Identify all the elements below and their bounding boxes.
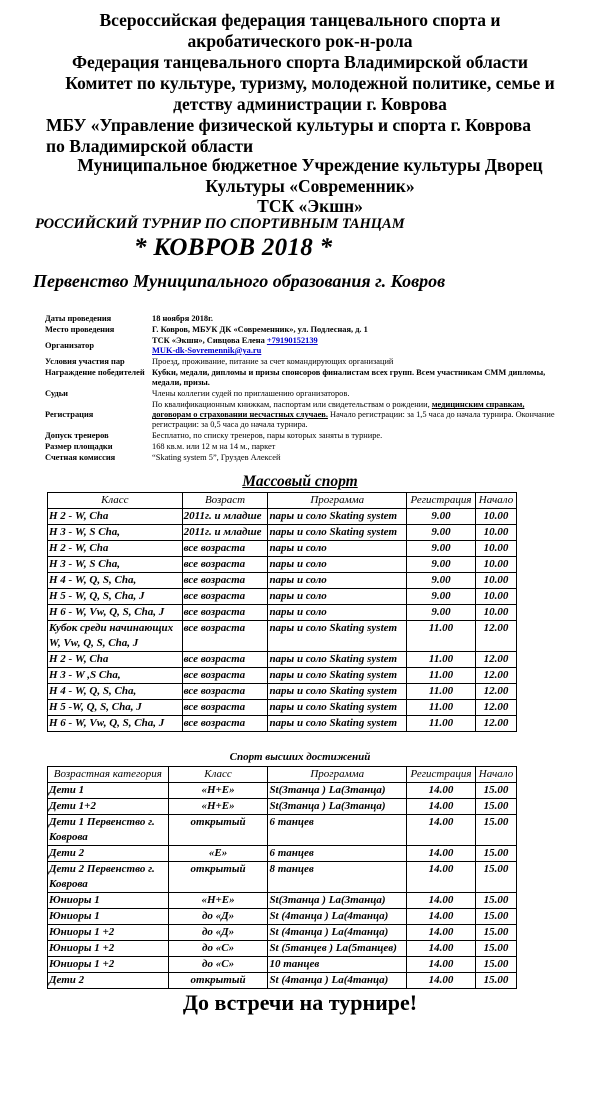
info-value: Бесплатно, по списку тренеров, пары которых заняты в турнире. [152, 431, 383, 440]
info-value: 18 ноября 2018г. [152, 314, 214, 323]
header-line-9: Культуры «Современник» [205, 176, 415, 196]
table-cell: открытый [168, 973, 268, 989]
info-table [45, 314, 555, 464]
table-cell: пары и соло [268, 541, 407, 557]
info-row-date [45, 314, 555, 325]
table-cell: 6 танцев [268, 846, 407, 862]
table-cell: 14.00 [407, 973, 476, 989]
table-cell: 15.00 [476, 973, 517, 989]
table-cell: открытый [168, 862, 268, 893]
table-cell: все возраста [182, 605, 268, 621]
table-cell: пары и соло [268, 557, 407, 573]
table-cell: Н 3 - W, S Cha, [48, 557, 183, 573]
tournament-name: * КОВРОВ 2018 * [134, 234, 333, 261]
high-sport-table [47, 766, 517, 989]
table-cell: пары и соло Skating system [268, 621, 407, 652]
table-cell: Н 3 - W, S Cha, [48, 525, 183, 541]
table-cell: все возраста [182, 589, 268, 605]
table-cell: Н 2 - W, Cha [48, 652, 183, 668]
column-header: Класс [48, 493, 183, 509]
header-line-8: Муниципальное бюджетное Учреждение культуры Дворец [77, 155, 543, 175]
table-cell: Н 2 - W, Cha [48, 509, 183, 525]
table-cell: 15.00 [476, 815, 517, 846]
info-value: 168 кв.м. или 12 м на 14 м., паркет [152, 442, 276, 451]
table-cell: до «С» [168, 941, 268, 957]
table-cell: St(3танца ) La(3танца) [268, 783, 407, 799]
table-cell: «Е» [168, 846, 268, 862]
table-cell: все возраста [182, 700, 268, 716]
table-row [48, 668, 517, 684]
header-line-2: акробатического рок-н-рола [187, 31, 413, 51]
info-label: Награждение победителей [45, 368, 145, 377]
table-cell: 14.00 [407, 799, 476, 815]
table-cell: St (4танца ) La(4танца) [268, 925, 407, 941]
header-line-1: Всероссийская федерация танцевального спорта и [99, 10, 501, 30]
tournament-title: РОССИЙСКИЙ ТУРНИР ПО СПОРТИВНЫМ ТАНЦАМ [35, 216, 405, 232]
table-cell: 14.00 [407, 815, 476, 846]
table-row [48, 509, 517, 525]
table-cell: все возраста [182, 621, 268, 652]
table-cell: Дети 2 [48, 846, 169, 862]
table-cell: 15.00 [476, 846, 517, 862]
header-line-7: по Владимирской области [46, 136, 254, 156]
info-value: Проезд, проживание, питание за счет командирующих организаций [152, 357, 394, 366]
table-cell: 9.00 [407, 589, 476, 605]
table-cell: 9.00 [407, 541, 476, 557]
table-cell: до «Д» [168, 925, 268, 941]
table-cell: 15.00 [476, 893, 517, 909]
header-line-10: ТСК «Экшн» [257, 196, 363, 216]
table-cell: 9.00 [407, 605, 476, 621]
table-cell: 14.00 [407, 783, 476, 799]
table-cell: 11.00 [407, 700, 476, 716]
table-cell: «Н+Е» [168, 783, 268, 799]
info-value: Г. Ковров, МБУК ДК «Современник», ул. Подлесная, д. 1 [152, 325, 368, 334]
table-row [48, 589, 517, 605]
table-cell: Кубок среди начинающих W, Vw, Q, S, Cha, J [48, 621, 183, 652]
info-row-organizer [45, 336, 555, 357]
table-cell: St(3танца ) La(3танца) [268, 799, 407, 815]
mass-sport-table [47, 492, 517, 732]
table-cell: Н 6 - W, Vw, Q, S, Cha, J [48, 605, 183, 621]
table-cell: 2011г. и младше [182, 525, 268, 541]
table-cell: пары и соло [268, 605, 407, 621]
table-cell: Н 4 - W, Q, S, Cha, [48, 573, 183, 589]
table-row [48, 605, 517, 621]
table-cell: 14.00 [407, 957, 476, 973]
table-cell: 10.00 [475, 525, 516, 541]
table-cell: пары и соло Skating system [268, 716, 407, 732]
info-value [152, 336, 555, 357]
info-row-floor [45, 442, 555, 453]
table-cell: 15.00 [476, 957, 517, 973]
table-cell: Дети 1 [48, 783, 169, 799]
column-header: Регистрация [407, 493, 476, 509]
table-cell: 15.00 [476, 941, 517, 957]
info-label: Размер площадки [45, 442, 113, 451]
table-row [48, 684, 517, 700]
table-cell: 11.00 [407, 684, 476, 700]
table-row [48, 973, 517, 989]
table-cell: 11.00 [407, 716, 476, 732]
table-row [48, 621, 517, 652]
column-header: Возраст [182, 493, 268, 509]
info-row-awards [45, 368, 555, 389]
table-row [48, 799, 517, 815]
table-cell: 11.00 [407, 652, 476, 668]
table-cell: Дети 2 [48, 973, 169, 989]
info-value: Члены коллегии судей по приглашению организаторов. [152, 389, 350, 398]
info-row-conditions [45, 357, 555, 368]
table-cell: Дети 1 Первенство г. Коврова [48, 815, 169, 846]
table-row [48, 525, 517, 541]
table-cell: Н 6 - W, Vw, Q, S, Cha, J [48, 716, 183, 732]
table-cell: 9.00 [407, 557, 476, 573]
table-cell: 10.00 [475, 589, 516, 605]
table-row [48, 716, 517, 732]
table-cell: 15.00 [476, 909, 517, 925]
table-row [48, 925, 517, 941]
organizer-phone-link[interactable]: +79190152139 [266, 336, 318, 345]
table-cell: Юниоры 1 [48, 909, 169, 925]
table-cell: 10.00 [475, 509, 516, 525]
column-header: Начало [476, 767, 517, 783]
closing-message: До встречи на турнире! [182, 990, 418, 1015]
table-cell: 15.00 [476, 925, 517, 941]
high-sport-title: Спорт высших достижений [229, 751, 371, 763]
table-cell: 15.00 [476, 799, 517, 815]
table-row [48, 909, 517, 925]
table-cell: 9.00 [407, 525, 476, 541]
info-label: Судьи [45, 389, 68, 398]
info-label: Место проведения [45, 325, 115, 334]
column-header: Возрастная категория [48, 767, 169, 783]
tournament-subtitle: Первенство Муниципального образования г. Ковров [33, 271, 446, 291]
table-cell: пары и соло [268, 589, 407, 605]
table-cell: «Н+Е» [168, 799, 268, 815]
table-row [48, 893, 517, 909]
table-cell: 12.00 [475, 652, 516, 668]
info-label: Допуск тренеров [45, 431, 109, 440]
info-row-judges [45, 389, 555, 400]
table-cell: 11.00 [407, 668, 476, 684]
header-line-5: детству администрации г. Коврова [173, 94, 447, 114]
info-value: “Skating system 5”, Груздев Алексей [152, 453, 281, 462]
table-cell: Н 3 - W ,S Cha, [48, 668, 183, 684]
table-cell: St (5танцев ) La(5танцев) [268, 941, 407, 957]
header-line-4: Комитет по культуре, туризму, молодежной политике, семье и [65, 73, 555, 93]
table-row [48, 846, 517, 862]
info-row-trainers [45, 431, 555, 442]
table-header-row [48, 493, 517, 509]
table-cell: все возраста [182, 652, 268, 668]
registration-docs: медицинским справкам, договорам о страховании несчастных случаев. [152, 400, 525, 419]
column-header: Программа [268, 767, 407, 783]
table-cell: Юниоры 1 +2 [48, 925, 169, 941]
info-label: Счетная комиссия [45, 453, 116, 462]
info-label: Условия участия пар [45, 357, 125, 366]
table-cell: 14.00 [407, 893, 476, 909]
table-cell: Юниоры 1 +2 [48, 941, 169, 957]
table-row [48, 783, 517, 799]
table-header-row [48, 767, 517, 783]
table-cell: Н 5 -W, Q, S, Cha, J [48, 700, 183, 716]
table-row [48, 941, 517, 957]
table-cell: пары и соло Skating system [268, 509, 407, 525]
table-cell: 9.00 [407, 573, 476, 589]
table-cell: 10.00 [475, 541, 516, 557]
info-block [45, 314, 555, 464]
table-cell: 10.00 [475, 605, 516, 621]
column-header: Программа [268, 493, 407, 509]
table-cell: 10.00 [475, 573, 516, 589]
table-cell: все возраста [182, 684, 268, 700]
table-cell: Дети 1+2 [48, 799, 169, 815]
registration-text-1: По квалификационным книжкам, паспортам или свидетельствам о рождении, [152, 400, 432, 409]
table-cell: Н 4 - W, Q, S, Cha, [48, 684, 183, 700]
info-row-place [45, 325, 555, 336]
table-cell: 9.00 [407, 509, 476, 525]
organizer-email-link[interactable]: MUK-dk-Sovremennik@ya.ru [152, 346, 262, 355]
table-cell: открытый [168, 815, 268, 846]
organizer-name: ТСК «Экшн», Сивцова Елена [152, 336, 267, 345]
registration-text-2: Начало регистрации: за 1,5 часа до начала турнира. Окончание регистрации: за 0,5 часа до начала турнира. [152, 410, 555, 429]
header-culture [40, 155, 580, 197]
table-cell: St (4танца ) La(4танца) [268, 909, 407, 925]
info-row-counting [45, 453, 555, 464]
mass-sport-title: Массовый спорт [242, 473, 358, 490]
table-cell: Н 5 - W, Q, S, Cha, J [48, 589, 183, 605]
table-cell: 12.00 [475, 700, 516, 716]
table-cell: 14.00 [407, 862, 476, 893]
table-cell: 12.00 [475, 621, 516, 652]
table-cell: 14.00 [407, 846, 476, 862]
table-cell: 8 танцев [268, 862, 407, 893]
table-body [48, 509, 517, 732]
table-row [48, 557, 517, 573]
header-federation [20, 10, 580, 52]
info-label: Даты проведения [45, 314, 112, 323]
table-cell: Дети 2 Первенство г. Коврова [48, 862, 169, 893]
header-line-3: Федерация танцевального спорта Владимирской области [72, 52, 528, 72]
table-cell: пары и соло Skating system [268, 652, 407, 668]
table-cell: все возраста [182, 557, 268, 573]
table-body [48, 783, 517, 989]
table-cell: 12.00 [475, 716, 516, 732]
table-cell: 15.00 [476, 783, 517, 799]
table-row [48, 700, 517, 716]
table-cell: все возраста [182, 541, 268, 557]
table-cell: «Н+Е» [168, 893, 268, 909]
table-cell: 14.00 [407, 909, 476, 925]
table-row [48, 573, 517, 589]
table-cell: пары и соло Skating system [268, 684, 407, 700]
table-cell: пары и соло Skating system [268, 700, 407, 716]
column-header: Регистрация [407, 767, 476, 783]
table-cell: Юниоры 1 +2 [48, 957, 169, 973]
table-row [48, 541, 517, 557]
table-cell: 10 танцев [268, 957, 407, 973]
header-committee [40, 73, 580, 115]
table-cell: все возраста [182, 668, 268, 684]
table-cell: до «С» [168, 957, 268, 973]
table-cell: 12.00 [475, 684, 516, 700]
table-row [48, 957, 517, 973]
header-mbu [46, 115, 586, 157]
table-cell: 15.00 [476, 862, 517, 893]
info-value: Кубки, медали, дипломы и призы спонсоров финалистам всех групп. Всем участникам СММ дипломы, медали, призы. [152, 368, 546, 387]
table-cell: 14.00 [407, 941, 476, 957]
table-cell: до «Д» [168, 909, 268, 925]
table-cell: 6 танцев [268, 815, 407, 846]
info-label: Регистрация [45, 410, 94, 419]
table-row [48, 652, 517, 668]
info-value [152, 400, 555, 431]
table-cell: Юниоры 1 [48, 893, 169, 909]
info-label: Организатор [45, 341, 94, 350]
table-row [48, 815, 517, 846]
table-cell: 12.00 [475, 668, 516, 684]
column-header: Начало [475, 493, 516, 509]
table-cell: все возраста [182, 716, 268, 732]
table-cell: 11.00 [407, 621, 476, 652]
table-cell: St (4танца ) La(4танца) [268, 973, 407, 989]
table-cell: пары и соло Skating system [268, 525, 407, 541]
table-cell: 2011г. и младше [182, 509, 268, 525]
table-cell: пары и соло [268, 573, 407, 589]
table-cell: Н 2 - W, Cha [48, 541, 183, 557]
header-line-6: МБУ «Управление физической культуры и спорта г. Коврова [46, 115, 532, 135]
table-cell: 14.00 [407, 925, 476, 941]
table-cell: 10.00 [475, 557, 516, 573]
table-cell: все возраста [182, 573, 268, 589]
table-row [48, 862, 517, 893]
info-row-registration [45, 400, 555, 431]
table-cell: пары и соло Skating system [268, 668, 407, 684]
table-cell: St(3танца ) La(3танца) [268, 893, 407, 909]
column-header: Класс [168, 767, 268, 783]
